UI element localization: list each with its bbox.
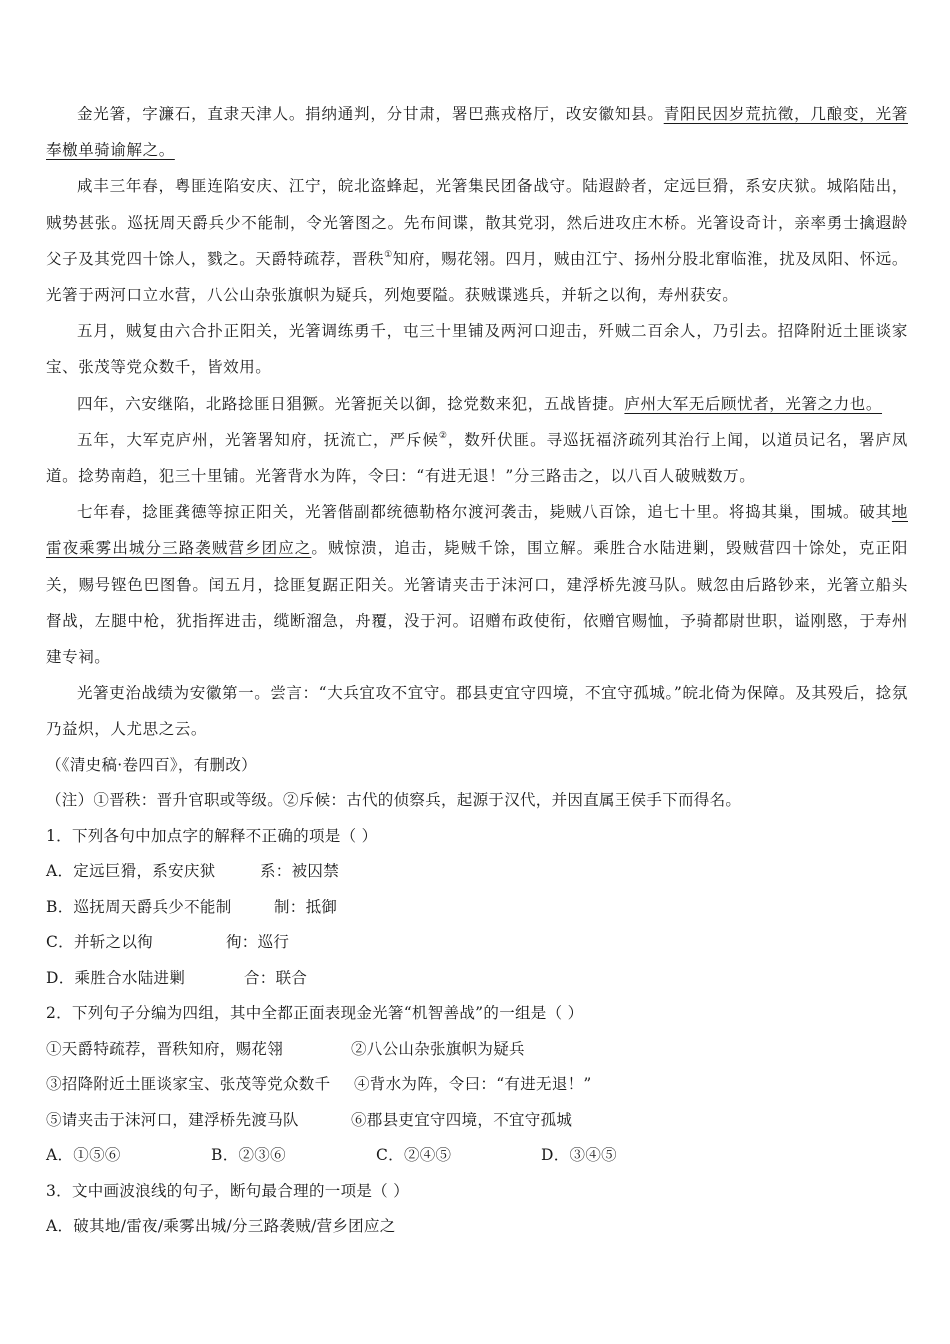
note-marker: ① xyxy=(384,249,393,260)
question-2-items-row-3: ⑤请夹击于沫河口，建浮桥先渡马队 ⑥郡县吏宜守四境，不宜守孤城 xyxy=(46,1110,573,1129)
passage-paragraph-6: 七年春，捻匪龚德等掠正阳关，光箸偕副都统德勒格尔渡河袭击，毙贼八百馀，追七十里。将捣其巢，围城。破其地雷夜乘雾出城分三路袭贼营乡团应之。贼惊溃，追击，毙贼千馀，围立解。乘胜合水陆进剿，毁贼营四十馀处，克正阳关，赐号铿色巴图鲁。闰五月，捻匪复踞正阳关。光箸请夹击于沫河口，建浮桥先渡马队。贼忽由后路钞来，光箸立船头督战，左腿中枪，犹指挥进击，缆断溜急，舟覆，没于河。诏赠布政使衔，依赠官赐恤，予骑都尉世职，谥刚愍，于寿州建专祠。 xyxy=(46,503,908,667)
passage-paragraph-3: 五月，贼复由六合扑正阳关，光箸调练勇千，屯三十里铺及两河口迎击，歼贼二百余人，乃引去。招降附近土匪谈家宝、张茂等党众数千，皆效用。 xyxy=(46,322,908,377)
question-2-option-c[interactable]: C．②④⑤ xyxy=(376,1146,452,1165)
passage-paragraph-5: 五年，大军克庐州，光箸署知府，抚流亡，严斥候②，数歼伏匪。寻巡抚福济疏列其治行上闻，以道员记名，署庐凤道。捻势南趋，犯三十里铺。光箸背水为阵，令曰：“有进无退！”分三路击之，以八百人破贼数万。 xyxy=(46,430,908,486)
question-2-stem: 2．下列句子分编为四组，其中全都正面表现金光箸“机智善战”的一组是（ ） xyxy=(46,1004,584,1023)
source-citation: （《清史稿·卷四百》，有删改） xyxy=(46,755,257,774)
question-3-stem: 3．文中画波浪线的句子，断句最合理的一项是（ ） xyxy=(46,1181,409,1200)
underlined-sentence: 青阳民因岁荒抗徵，几酿变，光箸奉檄单骑谕解之。 xyxy=(46,105,908,160)
exam-page xyxy=(46,96,908,1245)
wavy-underlined-sentence: 地雷夜乘雾出城分三路袭贼营乡团应之 xyxy=(46,503,908,558)
question-1-option-a[interactable]: A．定远巨猾，系安庆狱 系：被囚禁 xyxy=(46,862,340,881)
passage-paragraph-1: 金光箸，字濂石，直隶天津人。捐纳通判，分甘肃，署巴燕戎格厅，改安徽知县。青阳民因岁荒抗徵，几酿变，光箸奉檄单骑谕解之。 xyxy=(46,105,908,160)
passage-paragraph-7: 光箸吏治战绩为安徽第一。尝言：“大兵宜攻不宜守。郡县吏宜守四境，不宜守孤城。”皖北倚为保障。及其殁后，捻氛乃益炽，人尤思之云。 xyxy=(46,684,908,739)
question-2-option-b[interactable]: B．②③⑥ xyxy=(211,1146,286,1165)
question-2-option-d[interactable]: D．③④⑤ xyxy=(541,1146,617,1165)
footnotes: （注）①晋秩：晋升官职或等级。②斥候：古代的侦察兵，起源于汉代，并因直属王侯手下而得名。 xyxy=(46,791,742,810)
question-1-stem: 1．下列各句中加点字的解释不正确的项是（ ） xyxy=(46,826,378,845)
question-2-items-row-1: ①天爵特疏荐，晋秩知府，赐花翎 ②八公山杂张旗帜为疑兵 xyxy=(46,1039,525,1058)
question-3-option-a[interactable]: A．破其地/雷夜/乘雾出城/分三路袭贼/营乡团应之 xyxy=(46,1217,396,1236)
underlined-sentence: 庐州大军无后顾忧者，光箸之力也。 xyxy=(624,394,883,413)
question-1-option-d[interactable]: D．乘胜合水陆进剿 合：联合 xyxy=(46,968,308,987)
note-marker: ② xyxy=(438,430,448,441)
question-2-options xyxy=(46,1138,908,1174)
question-1-option-c[interactable]: C．并斩之以徇 徇：巡行 xyxy=(46,933,290,952)
question-2-option-a[interactable]: A．①⑤⑥ xyxy=(46,1146,121,1165)
question-2-items-row-2: ③招降附近土匪谈家宝、张茂等党众数千 ④背水为阵，令曰：“有进无退！” xyxy=(46,1075,592,1094)
question-1-option-b[interactable]: B．巡抚周天爵兵少不能制 制：抵御 xyxy=(46,897,338,916)
passage-paragraph-4: 四年，六安继陷，北路捻匪日猖獗。光箸扼关以御，捻党数来犯，五战皆捷。庐州大军无后顾忧者，光箸之力也。 xyxy=(77,394,883,413)
passage-paragraph-2: 咸丰三年春，粤匪连陷安庆、江宁，皖北盗蜂起，光箸集民团备战守。陆遐龄者，定远巨猾，系安庆狱。城陷陆出，贼势甚张。巡抚周天爵兵少不能制，令光箸图之。先布间谍，散其党羽，然后进攻庄木桥。光箸设奇计，亲率勇士擒遐龄父子及其党四十馀人，戮之。天爵特疏荐，晋秩①知府，赐花翎。四月，贼由江宁、扬州分股北窜临淮，扰及凤阳、怀远。光箸于两河口立水营，八公山杂张旗帜为疑兵，列炮要隘。获贼谍逃兵，并斩之以徇，寿州获安。 xyxy=(46,177,908,305)
